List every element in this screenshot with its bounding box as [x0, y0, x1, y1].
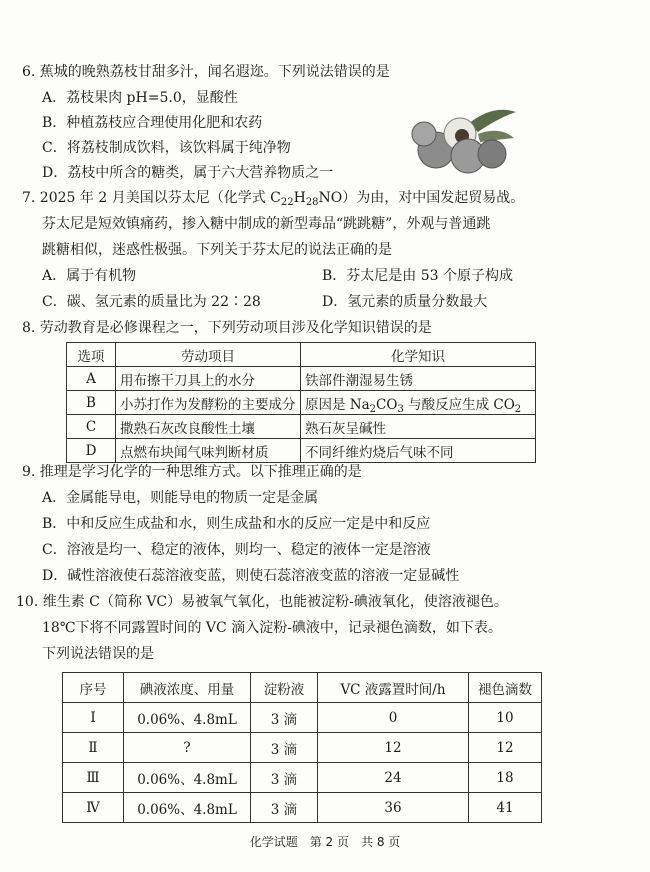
q6-option-c: C．将荔枝制成饮料，该饮料属于纯净物	[42, 140, 291, 156]
table-row	[63, 733, 542, 763]
cell-time: 12	[318, 733, 469, 763]
cell-starch: 3 滴	[251, 703, 318, 733]
q10-stem: 10. 维生素 C（简称 VC）易被氧气氧化，也能被淀粉-碘液氧化，使溶液褪色。	[16, 594, 508, 610]
row-task: 用布擦干刀具上的水分	[116, 367, 301, 391]
q6-option-b: B．种植荔枝应合理使用化肥和农药	[42, 115, 263, 131]
q7-line-2: 芬太尼是短效镇痛药，掺入糖中制成的新型毒品“跳跳糖”，外观与普通跳	[42, 216, 491, 232]
q10-line-2: 18℃下将不同露置时间的 VC 滴入淀粉-碘液中，记录褪色滴数，如下表。	[42, 620, 502, 636]
row-task: 小苏打作为发酵粉的主要成分	[116, 391, 301, 415]
table-row	[67, 415, 536, 439]
cell-index: Ⅱ	[63, 733, 124, 763]
q6-option-d: D．荔枝中所含的糖类，属于六大营养物质之一	[42, 165, 334, 181]
q6-stem: 6. 蕉城的晚熟荔枝甘甜多汁，闻名遐迩。下列说法错误的是	[22, 64, 390, 80]
cell-iodine: 0.06%、4.8mL	[124, 793, 251, 823]
header-task: 劳动项目	[116, 343, 301, 367]
table-header-row	[67, 343, 536, 367]
table-row	[67, 367, 536, 391]
q7-line-3: 跳糖相似，迷惑性极强。下列关于芬太尼的说法正确的是	[42, 242, 392, 258]
q7-stem: 7. 2025 年 2 月美国以芬太尼（化学式 $C_{22}H_{28}NO$）为由，对中国发起贸易战。	[22, 190, 525, 208]
table-row	[63, 703, 542, 733]
table-row	[63, 763, 542, 793]
cell-starch: 3 滴	[251, 733, 318, 763]
row-option: A	[67, 367, 116, 391]
q6-option-a: A．荔枝果肉 pH=5.0，显酸性	[42, 90, 238, 106]
table-row	[67, 439, 536, 463]
row-knowledge: 不同纤维灼烧后气味不同	[301, 439, 536, 463]
cell-starch: 3 滴	[251, 793, 318, 823]
cell-drops: 41	[469, 793, 542, 823]
q9-stem: 9. 推理是学习化学的一种思维方式。以下推理正确的是	[22, 464, 362, 480]
header-exposure-time: VC 液露置时间/h	[318, 673, 469, 703]
cell-index: Ⅲ	[63, 763, 124, 793]
row-option: B	[67, 391, 116, 415]
q9-option-d: D．碱性溶液使石蕊溶液变蓝，则使石蕊溶液变蓝的溶液一定显碱性	[42, 568, 460, 584]
header-drops: 褪色滴数	[469, 673, 542, 703]
row-task: 点燃布块闻气味判断材质	[116, 439, 301, 463]
q7-option-a: A．属于有机物	[42, 268, 137, 284]
cell-drops: 18	[469, 763, 542, 793]
cell-time: 0	[318, 703, 469, 733]
q9-option-b: B．中和反应生成盐和水，则生成盐和水的反应一定是中和反应	[42, 516, 431, 532]
cell-iodine: 0.06%、4.8mL	[124, 763, 251, 793]
cell-iodine: ?	[124, 733, 251, 763]
cell-starch: 3 滴	[251, 763, 318, 793]
cell-time: 36	[318, 793, 469, 823]
q9-option-c: C．溶液是均一、稳定的液体，则均一、稳定的液体一定是溶液	[42, 542, 431, 558]
q7-option-d: D．氢元素的质量分数最大	[322, 294, 488, 310]
header-iodine: 碘液浓度、用量	[124, 673, 251, 703]
cell-index: Ⅳ	[63, 793, 124, 823]
row-task: 撒熟石灰改良酸性土壤	[116, 415, 301, 439]
row-option: C	[67, 415, 116, 439]
q10-line-3: 下列说法错误的是	[42, 646, 154, 662]
lychee-image	[408, 104, 518, 176]
table-header-row	[63, 673, 542, 703]
cell-time: 24	[318, 763, 469, 793]
page-footer: 化学试题 第 2 页 共 8 页	[249, 835, 401, 849]
header-knowledge: 化学知识	[301, 343, 536, 367]
q8-table	[66, 342, 536, 463]
q7-option-b: B．芬太尼是由 53 个原子构成	[322, 268, 514, 284]
row-option: D	[67, 439, 116, 463]
row-knowledge: 原因是 $Na_2CO_3$ 与酸反应生成 $CO_2$	[301, 391, 536, 415]
header-index: 序号	[63, 673, 124, 703]
table-row	[67, 391, 536, 415]
cell-index: Ⅰ	[63, 703, 124, 733]
q10-table	[62, 672, 542, 823]
header-option: 选项	[67, 343, 116, 367]
q8-stem: 8. 劳动教育是必修课程之一，下列劳动项目涉及化学知识错误的是	[22, 320, 432, 336]
table-row	[63, 793, 542, 823]
cell-drops: 10	[469, 703, 542, 733]
row-knowledge: 铁部件潮湿易生锈	[301, 367, 536, 391]
row-knowledge: 熟石灰呈碱性	[301, 415, 536, 439]
cell-iodine: 0.06%、4.8mL	[124, 703, 251, 733]
q9-option-a: A．金属能导电，则能导电的物质一定是金属	[42, 490, 319, 506]
q7-option-c: C．碳、氢元素的质量比为 22∶28	[42, 294, 261, 310]
header-starch: 淀粉液	[251, 673, 318, 703]
cell-drops: 12	[469, 733, 542, 763]
